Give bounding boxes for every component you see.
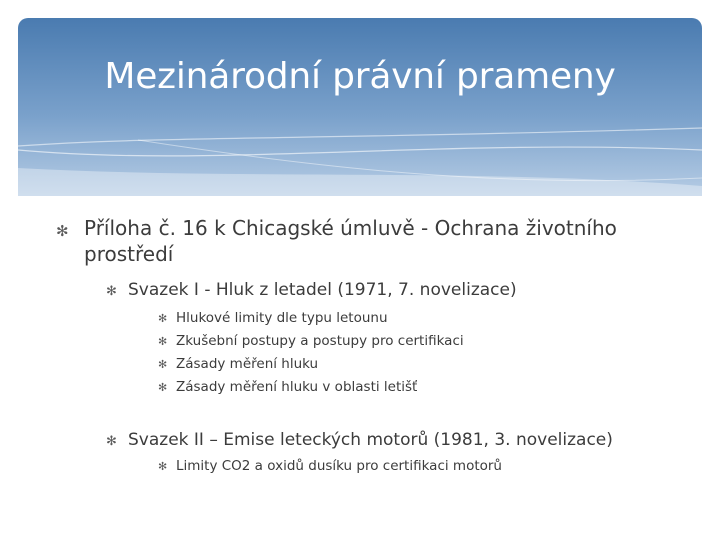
list-item-text: Hlukové limity dle typu letounu [176,310,388,326]
list-item-text: Limity CO2 a oxidů dusíku pro certifikaci motorů [176,458,502,474]
list-item-level-1 [56,215,676,267]
list-item-level-3 [56,330,676,353]
title-banner [18,18,702,196]
asterisk-bullet-icon: ✻ [158,312,168,325]
list-item-text: Svazek I - Hluk z letadel (1971, 7. novelizace) [128,280,517,300]
list-item-text: Zásady měření hluku v oblasti letišť [176,379,418,395]
asterisk-bullet-icon: ✻ [158,358,168,371]
asterisk-bullet-icon: ✻ [106,284,117,299]
list-item-level-3 [56,307,676,330]
asterisk-bullet-icon: ✻ [158,381,168,394]
asterisk-bullet-icon: ✻ [56,222,69,240]
slide-title: Mezinárodní právní prameny [104,56,616,97]
banner-background [18,18,702,196]
asterisk-bullet-icon: ✻ [106,434,117,449]
list-item-level-3 [56,353,676,376]
asterisk-bullet-icon: ✻ [158,335,168,348]
list-item-level-2 [56,429,676,451]
list-item-level-3 [56,376,676,399]
list-item-text: Zkušební postupy a postupy pro certifikaci [176,333,464,349]
list-item-text: Zásady měření hluku [176,356,319,372]
list-item-level-3 [56,455,676,478]
list-item-level-2 [56,279,676,301]
asterisk-bullet-icon: ✻ [158,460,168,473]
bullet-list [56,215,676,478]
list-item-text: Svazek II – Emise leteckých motorů (1981, 3. novelizace) [128,430,613,450]
list-item-text: Příloha č. 16 k Chicagské úmluvě - Ochrana životního prostředí [84,216,617,266]
